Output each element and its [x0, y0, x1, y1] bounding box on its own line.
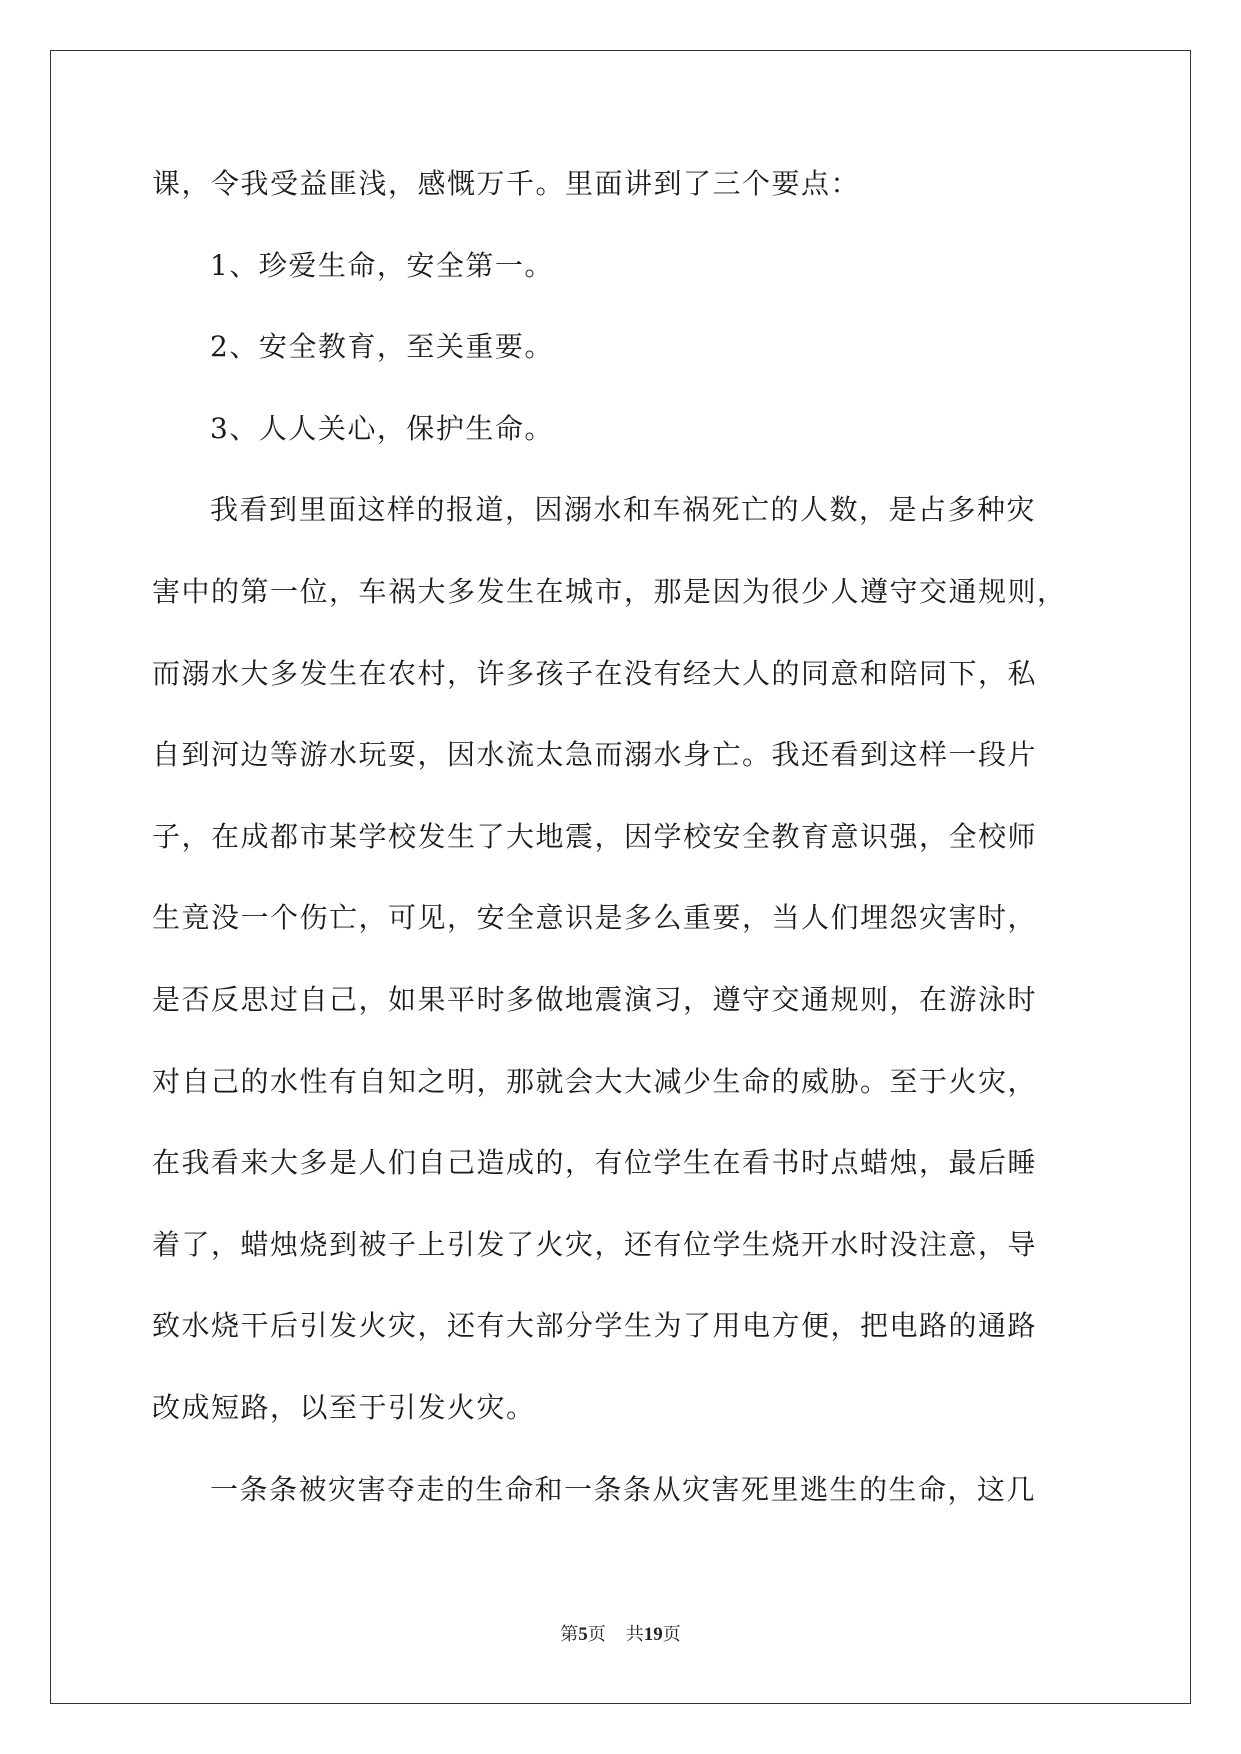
text-line: 着了，蜡烛烧到被子上引发了火灾，还有位学生烧开水时没注意，导 — [152, 1227, 1038, 1261]
document-body — [152, 168, 1088, 1555]
text-line: 我看到里面这样的报道，因溺水和车祸死亡的人数，是占多种灾 — [210, 493, 1037, 527]
text-line: 一条条被灾害夺走的生命和一条条从灾害死里逃生的生命，这几 — [210, 1472, 1037, 1506]
text-line: 课，令我受益匪浅，感慨万千。里面讲到了三个要点： — [152, 167, 861, 200]
total-pages: 19 — [643, 1624, 663, 1645]
text-line: 是否反思过自己，如果平时多做地震演习，遵守交通规则，在游泳时 — [152, 982, 1038, 1016]
text-line: 致水烧干后引发火灾，还有大部分学生为了用电方便，把电路的通路 — [152, 1309, 1038, 1343]
text-line: 在我看来大多是人们自己造成的，有位学生在看书时点蜡烛，最后睡 — [152, 1146, 1038, 1180]
text-line: 2、安全教育，至关重要。 — [210, 330, 554, 364]
total-prefix: 共 — [625, 1624, 644, 1645]
text-line: 3、人人关心，保护生命。 — [210, 411, 554, 445]
text-line: 子，在成都市某学校发生了大地震，因学校安全教育意识强，全校师 — [152, 819, 1038, 853]
page-footer — [0, 1620, 1241, 1646]
page-prefix: 第 — [560, 1624, 579, 1645]
page-suffix: 页 — [587, 1624, 606, 1645]
page-number: 5 — [578, 1624, 588, 1645]
text-line: 自到河边等游水玩耍，因水流太急而溺水身亡。我还看到这样一段片 — [152, 738, 1038, 772]
text-line: 害中的第一位，车祸大多发生在城市，那是因为很少人遵守交通规则， — [152, 574, 1067, 608]
text-line: 1、珍爱生命，安全第一。 — [210, 248, 554, 282]
text-line: 生竟没一个伤亡，可见，安全意识是多么重要，当人们埋怨灾害时， — [152, 901, 1038, 935]
total-suffix: 页 — [662, 1624, 681, 1645]
text-line: 对自己的水性有自知之明，那就会大大减少生命的威胁。至于火灾， — [152, 1064, 1038, 1098]
text-line: 改成短路，以至于引发火灾。 — [152, 1390, 536, 1424]
text-line: 而溺水大多发生在农村，许多孩子在没有经大人的同意和陪同下，私 — [152, 656, 1038, 690]
